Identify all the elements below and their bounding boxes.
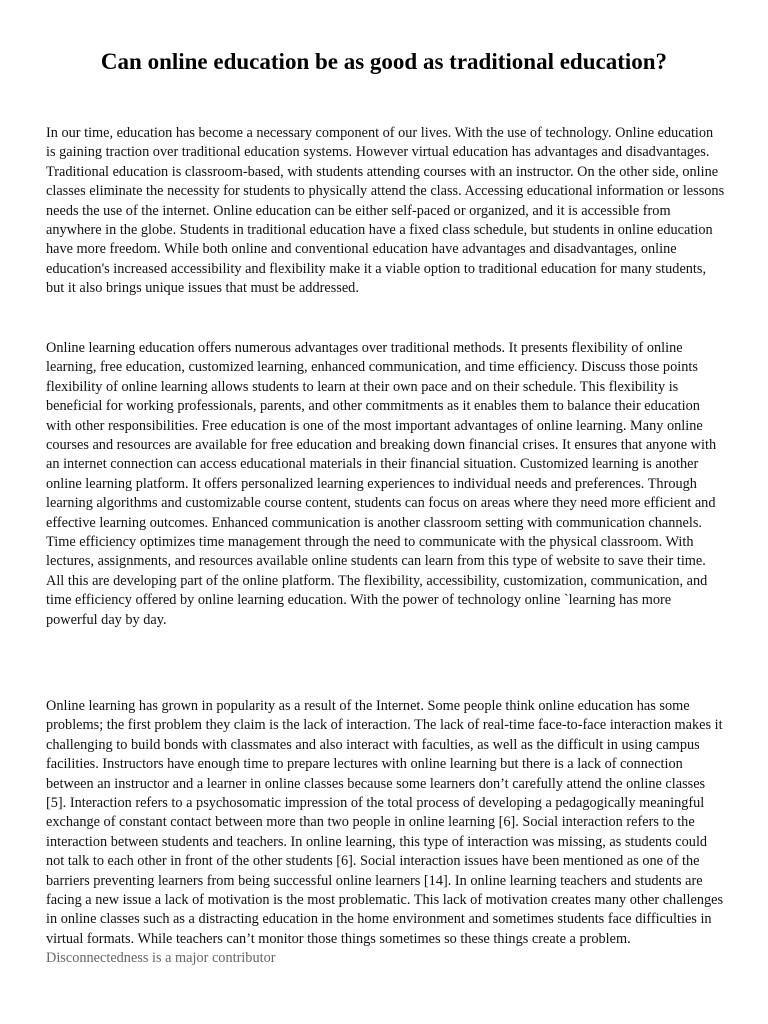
paragraph-introduction: In our time, education has become a necessary component of our lives. With the use of technology. Online education is gaining traction over traditional education systems. However virtual education has advantages and disadvantages. Traditional education is classroom-based, with students attending courses with an instructor. On the other side, online classes eliminate the necessity for students to physically attend the class. Accessing educational information or lessons needs the use of the internet. Online education can be either self-paced or organized, and it is accessible from anywhere in the globe. Students in traditional education have a fixed class schedule, but students in online education have more freedom. While both online and conventional education have advantages and disadvantages, online education's increased accessibility and flexibility make it a viable option to traditional education for many students, but it also brings unique issues that must be addressed. bbox=[46, 125, 725, 297]
faded-preview-text: Disconnectedness is a major contributor bbox=[46, 950, 276, 967]
paragraph-problems bbox=[46, 697, 726, 969]
paragraph-problems-text: Online learning has grown in popularity as a result of the Internet. Some people think online education has some problems; the first problem they claim is the lack of interaction. The lack of real-time face-to-face interaction makes it challenging to build bonds with classmates and also interact with faculties, as well as the difficult in using campus facilities. Instructors have enough time to prepare lectures with online learning but there is a lack of connection between an instructor and a learner in online classes because some learners don’t carefully attend the online classes [5]. Interaction refers to a psychosomatic impression of the total process of developing a pedagogically meaningful exchange of constant contact between more than two people in online learning [6]. Social interaction refers to the interaction between students and teachers. In online learning, this type of interaction was missing, as students could not talk to each other in front of the other students [6]. Social interaction issues have been mentioned as one of the barriers preventing learners from being successful online learners [14]. In online learning teachers and students are facing a new issue a lack of motivation is the most problematic. This lack of motivation creates many other challenges in online classes such as a distracting education in the home environment and sometimes students face difficulties in virtual formats. While teachers can’t monitor those things sometimes so these things create a problem. bbox=[46, 698, 724, 947]
paragraph-advantages: Online learning education offers numerous advantages over traditional methods. It presents flexibility of online learning, free education, customized learning, enhanced communication, and time efficiency. Discuss those points flexibility of online learning allows students to learn at their own pace and on their schedule. This flexibility is beneficial for working professionals, parents, and other commitments as it enables them to balance their education with other responsibilities. Free education is one of the most important advantages of online learning. Many online courses and resources are available for free education and breaking down financial crises. It ensures that anyone with an internet connection can access educational materials in their financial situation. Customized learning is another online learning platform. It offers personalized learning experiences to individual needs and preferences. Through learning algorithms and customizable course content, students can focus on areas where they need more efficient and effective learning outcomes. Enhanced communication is another classroom setting with communication channels. Time efficiency optimizes time management through the need to communicate with the physical classroom. With lectures, assignments, and resources available online students can learn from this type of website to save their time. All this are developing part of the online platform. The flexibility, accessibility, customization, communication, and time efficiency offered by online learning education. With the power of technology online `learning has more powerful day by day. bbox=[46, 340, 717, 628]
document-title: Can online education be as good as traditional education? bbox=[100, 49, 668, 74]
